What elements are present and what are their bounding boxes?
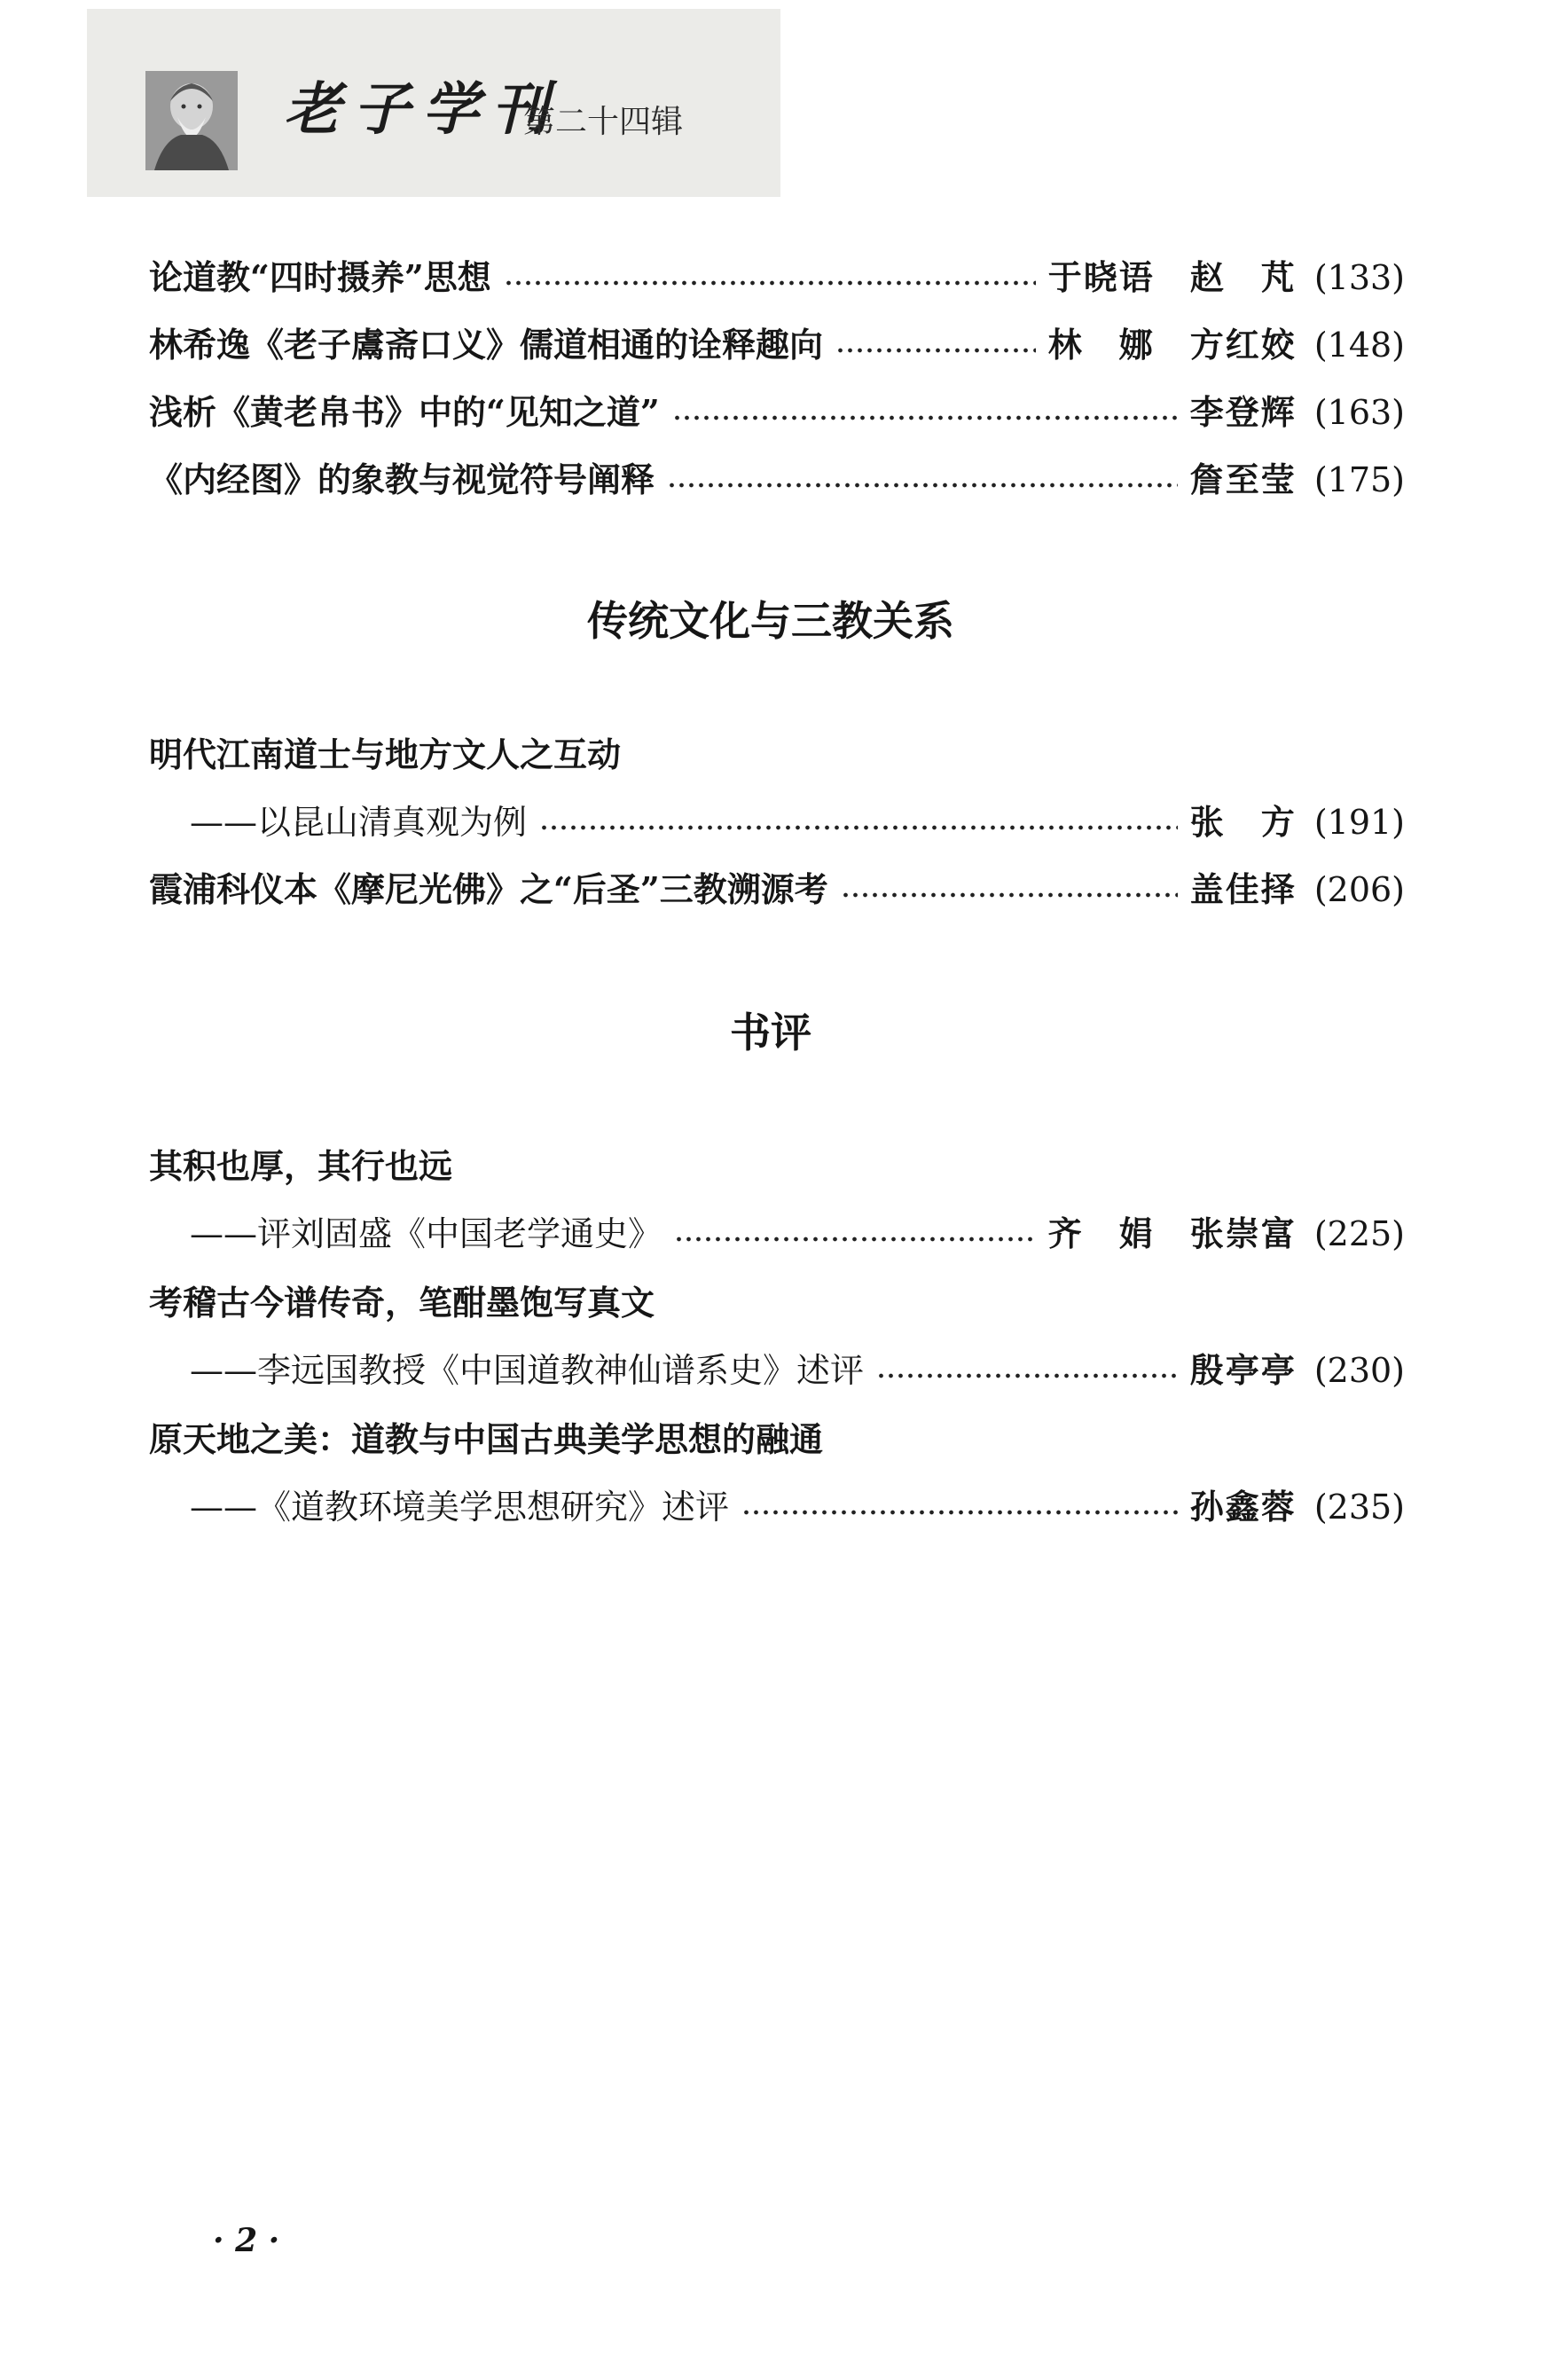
dot-leader — [741, 1508, 1178, 1517]
dot-leader — [835, 346, 1036, 355]
entry-title[interactable]: 其积也厚，其行也远 — [149, 1146, 453, 1186]
entry-page: (148) — [1313, 326, 1405, 365]
entry-authors: 于晓语 赵 芃 — [1047, 257, 1297, 297]
entry-authors: 张 方 — [1189, 802, 1297, 842]
toc-entry-subtitle[interactable] — [190, 1346, 1405, 1394]
toc-entry-subtitle[interactable] — [190, 1210, 1405, 1258]
laozi-portrait-icon — [145, 71, 238, 170]
entry-authors: 盖佳择 — [1189, 869, 1297, 909]
page-number: · 2 · — [213, 2222, 280, 2259]
entry-subtitle: ——《道教环境美学思想研究》述评 — [190, 1488, 730, 1527]
dot-leader — [672, 413, 1178, 422]
journal-title: 老子学刊 — [284, 76, 561, 143]
toc-entry-subtitle[interactable] — [190, 1483, 1405, 1531]
entry-title: 论道教“四时摄养”思想 — [149, 257, 491, 297]
entry-subtitle: ——李远国教授《中国道教神仙谱系史》述评 — [190, 1351, 865, 1390]
running-header — [87, 9, 780, 197]
dot-leader — [539, 823, 1178, 832]
toc-entry[interactable] — [149, 389, 1405, 436]
entry-authors: 李登辉 — [1189, 392, 1297, 432]
entry-page: (163) — [1313, 393, 1405, 432]
entry-page: (175) — [1313, 460, 1405, 499]
entry-authors: 殷亭亭 — [1189, 1350, 1297, 1390]
section-heading-culture: 传统文化与三教关系 — [587, 597, 954, 645]
entry-authors: 齐 娟 张崇富 — [1047, 1213, 1297, 1253]
entry-title: 浅析《黄老帛书》中的“见知之道” — [149, 392, 660, 432]
toc-entry[interactable] — [149, 321, 1405, 369]
entry-authors: 孙鑫蓉 — [1189, 1487, 1297, 1527]
dot-leader — [876, 1371, 1178, 1380]
entry-page: (133) — [1313, 258, 1405, 297]
entry-page: (230) — [1313, 1351, 1405, 1390]
toc-entry[interactable] — [149, 866, 1405, 914]
section-heading-review: 书评 — [730, 1009, 811, 1056]
entry-page: (191) — [1313, 803, 1405, 842]
entry-page: (206) — [1313, 870, 1405, 909]
dot-leader — [841, 891, 1178, 899]
entry-title[interactable]: 原天地之美：道教与中国古典美学思想的融通 — [149, 1419, 824, 1459]
entry-page: (225) — [1313, 1214, 1405, 1253]
entry-title: 霞浦科仪本《摩尼光佛》之“后圣”三教溯源考 — [149, 869, 828, 909]
entry-title[interactable]: 明代江南道士与地方文人之互动 — [149, 734, 622, 774]
entry-title: 《内经图》的象教与视觉符号阐释 — [149, 459, 655, 499]
entry-title: 林希逸《老子鬳斋口义》儒道相通的诠释趣向 — [149, 325, 824, 365]
toc-entry[interactable] — [149, 456, 1405, 504]
entry-subtitle: ——以昆山清真观为例 — [190, 803, 528, 842]
issue-number: 第二十四辑 — [523, 104, 684, 140]
entry-authors: 詹至莹 — [1189, 459, 1297, 499]
toc-entry-subtitle[interactable] — [190, 798, 1405, 846]
dot-leader — [674, 1235, 1036, 1244]
entry-subtitle: ——评刘固盛《中国老学通史》 — [190, 1214, 662, 1253]
entry-title[interactable]: 考稽古今谱传奇，笔酣墨饱写真文 — [149, 1283, 655, 1323]
portrait-illustration — [145, 71, 238, 170]
entry-authors: 林 娜 方红姣 — [1047, 325, 1297, 365]
dot-leader — [667, 481, 1178, 490]
toc-entry[interactable] — [149, 254, 1405, 302]
entry-page: (235) — [1313, 1488, 1405, 1527]
dot-leader — [504, 279, 1036, 287]
